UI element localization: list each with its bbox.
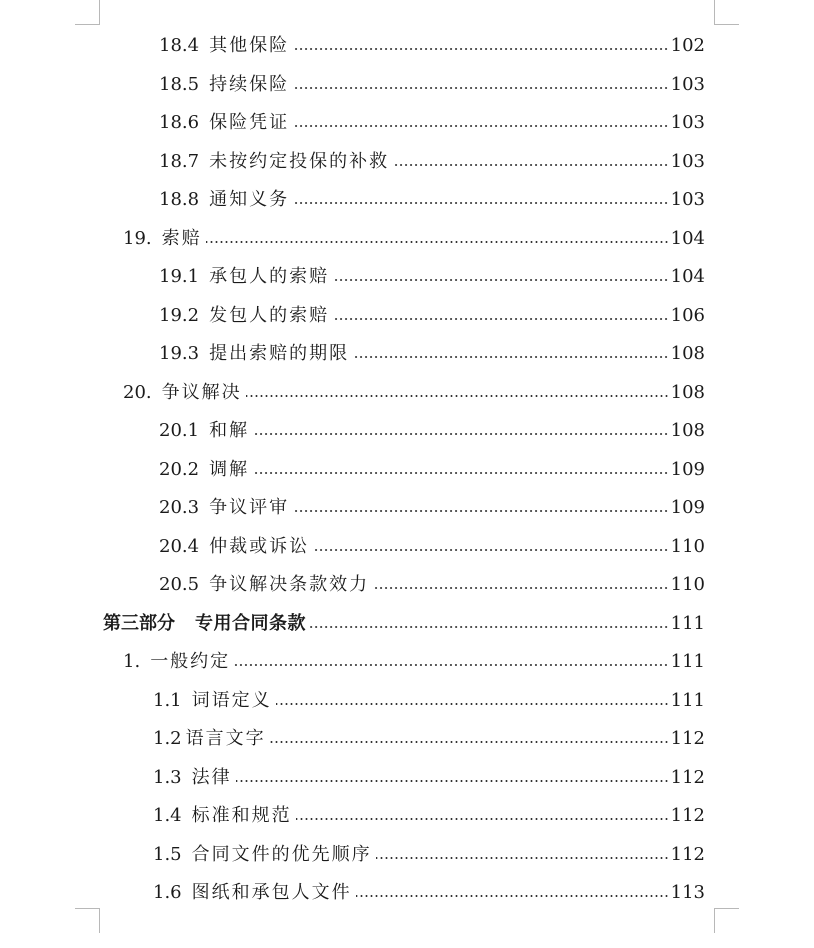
- crop-mark-top-left: [75, 0, 100, 25]
- toc-leader-dots: [293, 87, 669, 89]
- toc-entry-page: 108: [670, 420, 705, 441]
- crop-mark-top-right: [714, 0, 739, 25]
- toc-leader-dots: [296, 818, 669, 820]
- toc-leader-dots: [206, 241, 669, 243]
- toc-entry-page: 112: [670, 805, 705, 826]
- toc-entry[interactable]: [159, 105, 705, 141]
- toc-entry-page: 108: [670, 381, 705, 403]
- toc-entry-title: 语言文字: [185, 728, 266, 749]
- toc-entry[interactable]: [159, 567, 705, 603]
- toc-entry-number: 18.8: [159, 189, 200, 210]
- toc-leader-dots: [393, 164, 669, 166]
- toc-leader-dots: [293, 48, 669, 50]
- toc-entry-title: 专用合同条款: [195, 612, 306, 634]
- toc-entry-number: 19.2: [159, 304, 200, 326]
- toc-entry-title: 提出索赔的期限: [209, 343, 350, 364]
- toc-entry-title: 保险凭证: [209, 112, 290, 133]
- toc-entry[interactable]: [153, 875, 705, 911]
- toc-entry-title: 索赔: [161, 227, 202, 249]
- toc-entry[interactable]: [159, 452, 705, 488]
- toc-entry-page: 108: [670, 343, 705, 364]
- toc-leader-dots: [234, 664, 668, 666]
- toc-entry-title: 词语定义: [191, 689, 272, 711]
- toc-entry[interactable]: [153, 837, 705, 873]
- toc-entry-page: 112: [670, 843, 705, 865]
- toc-entry-page: 110: [670, 535, 705, 557]
- toc-leader-dots: [313, 549, 669, 551]
- toc-entry[interactable]: [159, 336, 705, 372]
- toc-entry[interactable]: [123, 644, 705, 680]
- toc-entry-title: 和解: [209, 420, 250, 441]
- toc-entry-title: 未按约定投保的补救: [209, 150, 390, 172]
- toc-entry-page: 112: [670, 766, 705, 788]
- toc-leader-dots: [373, 587, 669, 589]
- toc-entry-title: 法律: [191, 766, 232, 788]
- toc-leader-dots: [236, 780, 669, 782]
- toc-entry-page: 103: [670, 112, 705, 133]
- toc-entry-page: 111: [670, 612, 705, 634]
- toc-entry-number: 19.: [123, 227, 152, 249]
- toc-entry-page: 103: [670, 189, 705, 210]
- toc-leader-dots: [253, 433, 669, 435]
- toc-entry[interactable]: [159, 259, 705, 295]
- toc-entry-number: 19.3: [159, 343, 200, 364]
- toc-leader-dots: [376, 857, 669, 859]
- toc-entry-number: 1.5: [153, 843, 182, 865]
- toc-entry[interactable]: [159, 67, 705, 103]
- toc-leader-dots: [333, 318, 669, 320]
- toc-entry[interactable]: [159, 529, 705, 565]
- toc-entry-page: 110: [670, 574, 705, 595]
- toc-entry[interactable]: [153, 683, 705, 719]
- toc-entry[interactable]: [153, 798, 705, 834]
- toc-entry-number: 1.2: [153, 728, 182, 749]
- toc-entry-title: 仲裁或诉讼: [209, 535, 310, 557]
- toc-leader-dots: [276, 703, 669, 705]
- toc-entry[interactable]: [153, 760, 705, 796]
- toc-entry-page: 106: [670, 304, 705, 326]
- toc-entry-title: 调解: [209, 458, 250, 480]
- toc-entry[interactable]: [159, 490, 705, 526]
- toc-entry-title: 承包人的索赔: [209, 266, 330, 287]
- toc-entry[interactable]: [123, 221, 705, 257]
- toc-entry-page: 111: [670, 689, 705, 711]
- toc-entry-number: 1.3: [153, 766, 182, 788]
- toc-entry-number: 1.4: [153, 805, 182, 826]
- toc-entry-number: 1.6: [153, 882, 182, 903]
- toc-entry-number: 18.5: [159, 73, 200, 95]
- toc-entry-page: 104: [670, 266, 705, 287]
- toc-entry-number: 19.1: [159, 266, 200, 287]
- toc-entry-title: 一般约定: [150, 651, 231, 672]
- toc-entry-title: 争议评审: [209, 497, 290, 518]
- toc-entry-page: 109: [670, 458, 705, 480]
- toc-entry-page: 109: [670, 497, 705, 518]
- toc-entry[interactable]: [159, 28, 705, 64]
- toc-entry-page: 104: [670, 227, 705, 249]
- toc-entry-number: 20.: [123, 381, 152, 403]
- toc-leader-dots: [293, 510, 669, 512]
- crop-mark-bottom-right: [714, 908, 739, 933]
- toc-entry[interactable]: [153, 721, 705, 757]
- toc-leader-dots: [353, 356, 669, 358]
- toc-entry-title: 其他保险: [209, 35, 290, 56]
- toc-entry[interactable]: [159, 298, 705, 334]
- toc-entry-number: 18.6: [159, 112, 200, 133]
- toc-entry-number: 18.7: [159, 150, 200, 172]
- toc-leader-dots: [293, 202, 669, 204]
- toc-entry-page: 112: [670, 728, 705, 749]
- toc-entry-page: 113: [670, 882, 705, 903]
- toc-entry-title: 持续保险: [209, 73, 290, 95]
- toc-entry-number: 20.3: [159, 497, 200, 518]
- toc-entry-title: 通知义务: [209, 189, 290, 210]
- toc-entry[interactable]: [123, 375, 705, 411]
- toc-leader-dots: [356, 895, 669, 897]
- toc-leader-dots: [333, 279, 669, 281]
- toc-entry[interactable]: [159, 144, 705, 180]
- toc-entry-title: 发包人的索赔: [209, 304, 330, 326]
- toc-leader-dots: [246, 395, 669, 397]
- toc-entry-title: 标准和规范: [191, 805, 292, 826]
- toc-entry-title: 图纸和承包人文件: [191, 882, 352, 903]
- toc-entry-number: 1.: [123, 651, 141, 672]
- toc-entry-title: 合同文件的优先顺序: [191, 843, 372, 865]
- toc-entry[interactable]: [159, 182, 705, 218]
- toc-entry-number: 20.5: [159, 574, 200, 595]
- toc-entry-number: 20.4: [159, 535, 200, 557]
- toc-entry-number: 20.2: [159, 458, 200, 480]
- toc-part-heading[interactable]: [103, 606, 705, 642]
- toc-leader-dots: [253, 472, 669, 474]
- toc-leader-dots: [293, 125, 669, 127]
- toc-entry-number: 20.1: [159, 420, 200, 441]
- toc-entry-number: 第三部分: [103, 612, 175, 634]
- toc-entry[interactable]: [159, 413, 705, 449]
- toc-leader-dots: [270, 741, 669, 743]
- toc-entry-page: 103: [670, 150, 705, 172]
- crop-mark-bottom-left: [75, 908, 100, 933]
- toc-entry-title: 争议解决条款效力: [209, 574, 370, 595]
- toc-entry-page: 111: [670, 651, 705, 672]
- toc-entry-title: 争议解决: [161, 381, 242, 403]
- toc-entry-number: 1.1: [153, 689, 182, 711]
- toc-entry-page: 102: [670, 35, 705, 56]
- toc-entry-number: 18.4: [159, 35, 200, 56]
- toc-entry-page: 103: [670, 73, 705, 95]
- toc-leader-dots: [310, 626, 669, 628]
